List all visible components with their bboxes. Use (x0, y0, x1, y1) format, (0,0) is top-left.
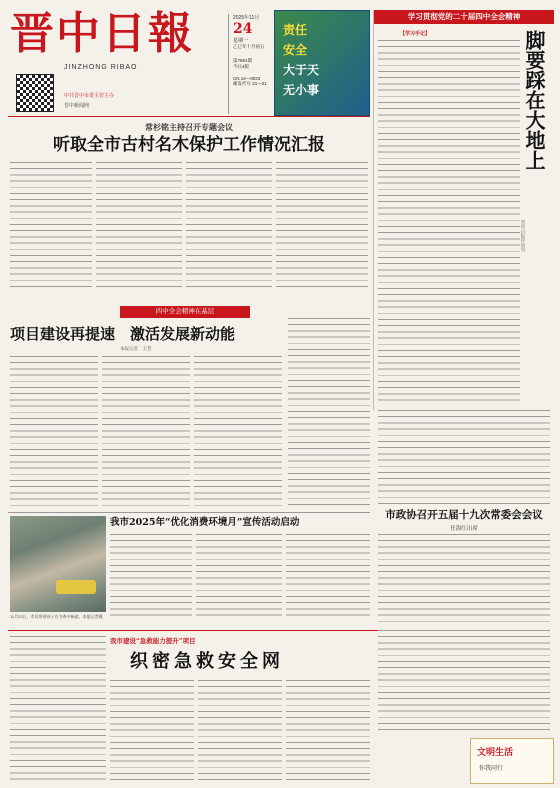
cppcc-headline: 市政协召开五届十九次常委会会议 (385, 509, 543, 521)
top-story-body-4 (276, 162, 368, 290)
promo-body-2 (196, 534, 282, 616)
top-story-body-2 (96, 162, 182, 290)
promo-divider (8, 512, 370, 513)
promo-body-3 (286, 534, 370, 616)
commentary-tag: 【学习手记】 (400, 31, 431, 37)
page-count: 今日4版 (233, 64, 250, 69)
top-story-body-3 (186, 162, 272, 290)
masthead-divider (8, 116, 370, 117)
feature-banner: 四中全会精神在基层 (120, 306, 250, 318)
aed-divider (8, 630, 378, 631)
commentary-body (378, 40, 520, 404)
masthead-qr (16, 74, 54, 112)
cppcc-subhead: 任海红出席 (450, 526, 478, 532)
safety-ad-line4: 无小事 (283, 83, 320, 97)
date-block (228, 14, 273, 114)
aed-body-3 (286, 680, 370, 780)
civility-ad-sub: 你我同行 (479, 766, 504, 772)
masthead-title: 晋中日報 (10, 8, 194, 59)
top-story-body-1 (10, 162, 92, 290)
safety-ad-line2: 安全 (283, 43, 308, 57)
masthead-pinyin: JINZHONG RIBAO (64, 64, 138, 71)
photo-sign (56, 580, 96, 594)
safety-ad (274, 10, 370, 116)
library-photo (10, 516, 106, 612)
date-ym: 2025年11月 (233, 15, 260, 21)
masthead (8, 6, 248, 116)
safety-ad-line1: 责任 (283, 23, 308, 37)
sponsor: 中共晋中市委主管主办 (64, 93, 115, 99)
series-banner: 学习贯彻党的二十届四中全会精神 (374, 10, 554, 24)
feature-byline: 本报记者 王晋 (120, 346, 152, 351)
right-body-lower (378, 410, 550, 508)
promo-body-1 (110, 534, 192, 616)
commentary-headline: 脚要踩在大地上 (522, 30, 546, 170)
date-day: 24 (233, 21, 253, 37)
promo-headline: 我市2025年“优化消费环境月”宣传活动启动 (110, 517, 300, 528)
feature-body-3 (194, 356, 282, 506)
bottom-left-body (10, 636, 106, 782)
feature-body-1 (10, 356, 98, 506)
safety-ad-line3: 大于天 (283, 63, 320, 77)
date-weekday: 星期一 (233, 38, 249, 44)
sponsor-site: 晋中新闻网 (64, 103, 90, 109)
cppcc-body (378, 534, 550, 624)
photo-caption: 11月22日，市民带着孩子在书香中畅游。本报记者摄 (10, 614, 103, 619)
feature-body-2 (102, 356, 190, 506)
feature-body-4 (288, 318, 370, 508)
civility-ad (470, 738, 554, 784)
aed-headline: 织密急救安全网 (130, 651, 284, 672)
postal-code: 邮发代号 21—21 (233, 81, 267, 86)
feature-headline: 项目建设再提速 激活发展新动能 (10, 325, 236, 343)
aed-body-2 (198, 680, 282, 780)
commentary-author: 晋中日报评论员 (521, 220, 526, 252)
aed-kicker: 我市建设“急救能力提升”项目 (110, 637, 196, 645)
date-lunar: 乙巳年十月初五 (233, 44, 265, 49)
top-story-headline: 听取全市古村名木保护工作情况汇报 (53, 135, 325, 155)
column-divider (373, 10, 374, 410)
civility-ad-slogan: 文明生活 (477, 748, 514, 758)
aed-body-1 (110, 680, 194, 780)
issue-no: 第7891期 (233, 58, 253, 63)
bottom-right-body (378, 630, 550, 734)
cn-number: CN 14—0023 (233, 76, 261, 81)
top-story-kicker: 常杉铭主持召开专题会议 (145, 122, 233, 132)
